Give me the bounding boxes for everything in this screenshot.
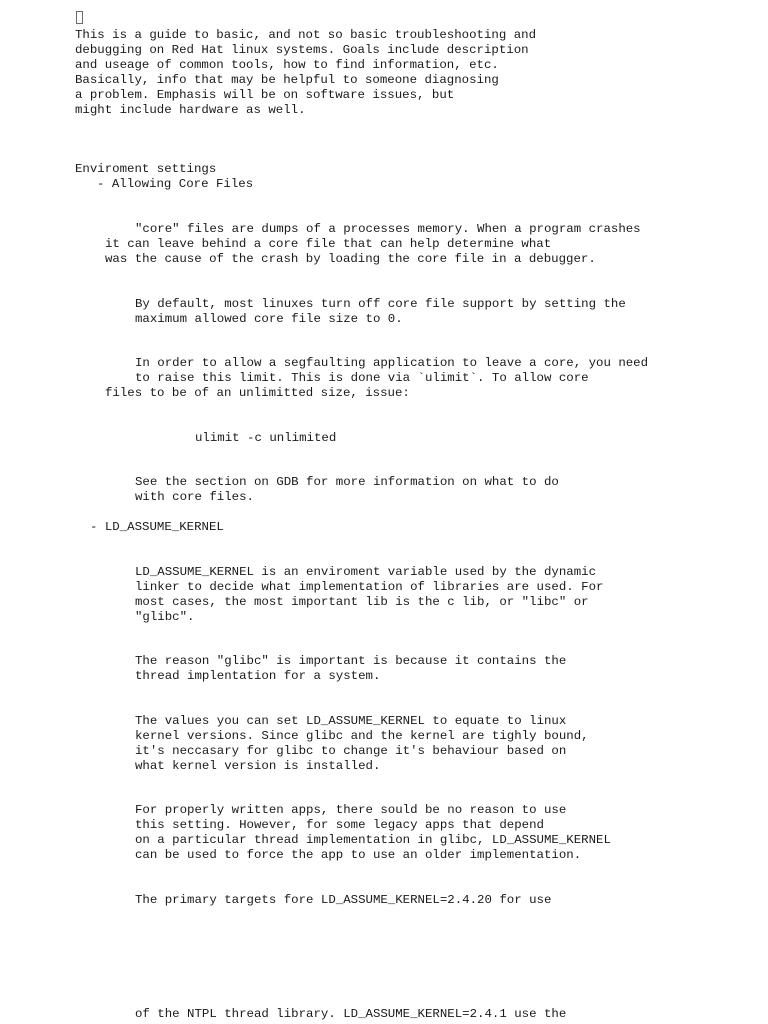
- core-paragraph-line: files to be of an unlimitted size, issue:: [105, 386, 410, 400]
- core-paragraph-line: maximum allowed core file size to 0.: [135, 312, 403, 326]
- ld-paragraph-line: it's neccasary for glibc to change it's behaviour based on: [135, 744, 567, 758]
- ld-paragraph-line: thread implentation for a system.: [135, 669, 381, 683]
- core-paragraph-line: it can leave behind a core file that can help determine what: [105, 237, 552, 251]
- subsection-title-ld: - LD_ASSUME_KERNEL: [90, 520, 224, 534]
- intro-line: and useage of common tools, how to find information, etc.: [75, 58, 499, 72]
- core-paragraph-line: In order to allow a segfaulting application to leave a core, you need: [135, 356, 649, 370]
- ld-paragraph-line: what kernel version is installed.: [135, 759, 381, 773]
- core-paragraph-line: to raise this limit. This is done via `ulimit`. To allow core: [135, 371, 589, 385]
- ld-paragraph-line: LD_ASSUME_KERNEL is an enviroment variable used by the dynamic: [135, 565, 597, 579]
- intro-line: Basically, info that may be helpful to someone diagnosing: [75, 73, 499, 87]
- core-paragraph-line: was the cause of the crash by loading the core file in a debugger.: [105, 252, 596, 266]
- intro-line: debugging on Red Hat linux systems. Goals include description: [75, 43, 529, 57]
- command-example: ulimit -c unlimited: [195, 431, 337, 445]
- core-paragraph-line: with core files.: [135, 490, 254, 504]
- ld-paragraph-line: kernel versions. Since glibc and the kernel are tighly bound,: [135, 729, 589, 743]
- section-title: Enviroment settings: [75, 162, 217, 176]
- ld-paragraph-line: The reason "glibc" is important is because it contains the: [135, 654, 567, 668]
- ld-paragraph-line: For properly written apps, there sould be no reason to use: [135, 803, 567, 817]
- core-paragraph-line: "core" files are dumps of a processes memory. When a program crashes: [135, 222, 641, 236]
- ld-paragraph-line: The primary targets fore LD_ASSUME_KERNEL=2.4.20 for use: [135, 893, 552, 907]
- ld-paragraph-line: this setting. However, for some legacy apps that depend: [135, 818, 544, 832]
- ld-paragraph-line: "glibc".: [135, 610, 195, 624]
- intro-line: This is a guide to basic, and not so basic troubleshooting and: [75, 28, 537, 42]
- ld-paragraph-line: most cases, the most important lib is the c lib, or "libc" or: [135, 595, 589, 609]
- intro-line: a problem. Emphasis will be on software issues, but: [75, 88, 455, 102]
- intro-line: might include hardware as well.: [75, 103, 306, 117]
- subsection-title-core: - Allowing Core Files: [97, 177, 254, 191]
- ld-paragraph-line: linker to decide what implementation of libraries are used. For: [135, 580, 604, 594]
- ld-paragraph-line: can be used to force the app to use an older implementation.: [135, 848, 582, 862]
- ld-paragraph-line: The values you can set LD_ASSUME_KERNEL to equate to linux: [135, 714, 567, 728]
- missing-glyph-icon: [76, 11, 83, 24]
- core-paragraph-line: By default, most linuxes turn off core file support by setting the: [135, 297, 626, 311]
- ld-paragraph-line: on a particular thread implementation in glibc, LD_ASSUME_KERNEL: [135, 833, 611, 847]
- ld-paragraph-line: of the NTPL thread library. LD_ASSUME_KERNEL=2.4.1 use the: [135, 1007, 567, 1021]
- core-paragraph-line: See the section on GDB for more information on what to do: [135, 475, 559, 489]
